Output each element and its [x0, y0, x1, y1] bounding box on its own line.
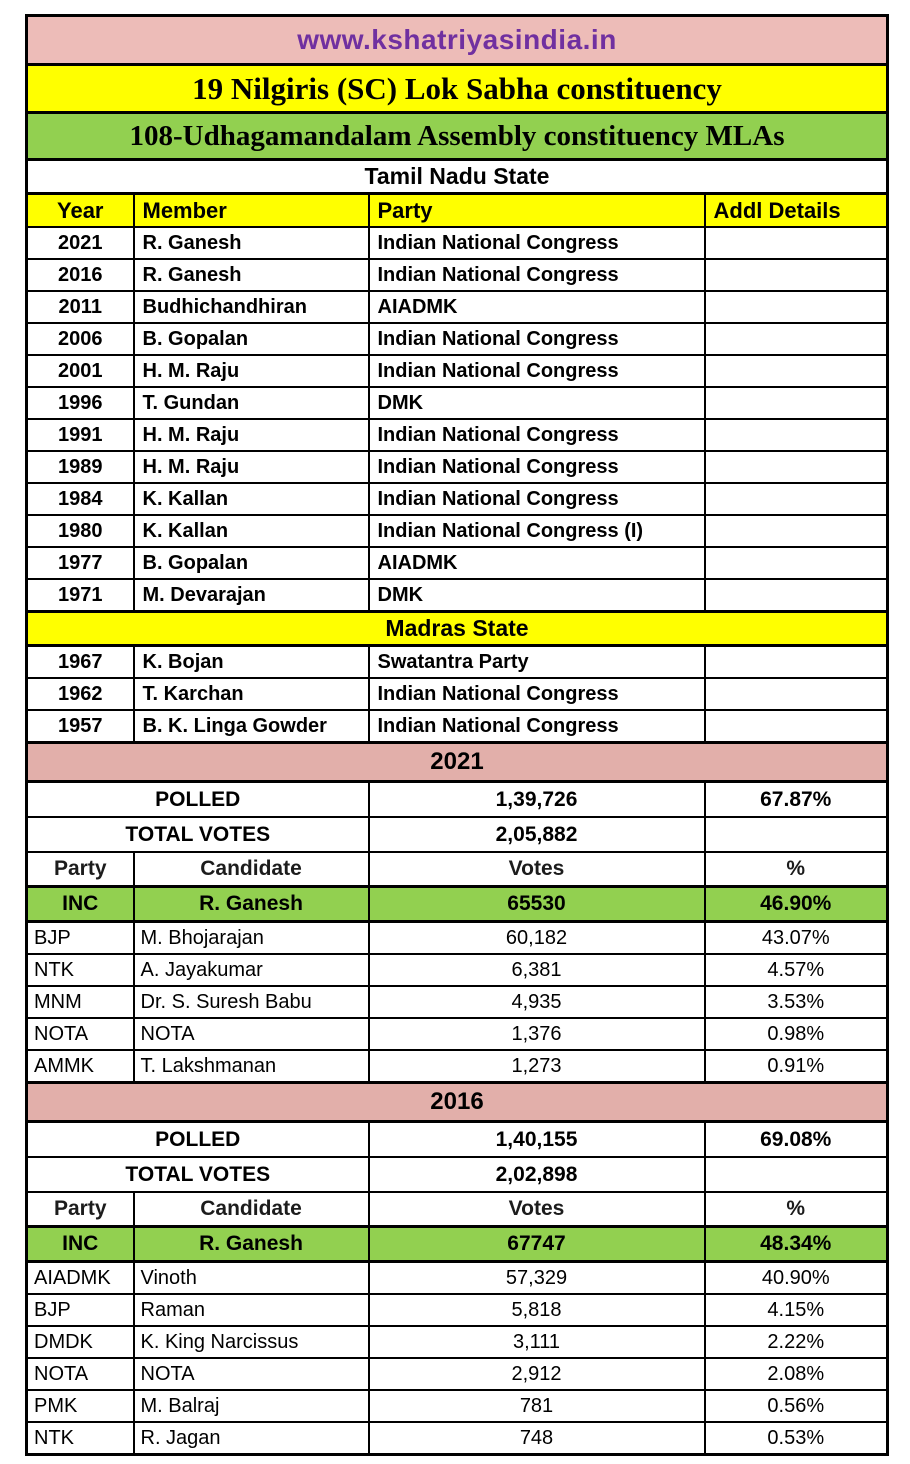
party-cell: AMMK — [27, 1050, 134, 1083]
party-cell: Indian National Congress — [369, 710, 705, 743]
addl-details-header: Addl Details — [705, 194, 888, 228]
votes-cell: 781 — [369, 1390, 705, 1422]
votes-cell: 2,912 — [369, 1358, 705, 1390]
candidate-header: Candidate — [134, 1192, 369, 1227]
candidate-header: Candidate — [134, 852, 369, 887]
party-cell: MNM — [27, 986, 134, 1018]
mla-row — [27, 259, 888, 291]
candidate-cell: NOTA — [134, 1358, 369, 1390]
winner-candidate-cell: R. Ganesh — [134, 1227, 369, 1262]
winner-pct-cell: 48.34% — [705, 1227, 888, 1262]
mla-row — [27, 646, 888, 679]
candidate-cell: R. Jagan — [134, 1422, 369, 1455]
party-cell: DMK — [369, 387, 705, 419]
votes-cell: 60,182 — [369, 922, 705, 955]
party-cell: Indian National Congress — [369, 451, 705, 483]
party-cell: BJP — [27, 922, 134, 955]
year-cell: 1989 — [27, 451, 134, 483]
result-row — [27, 1358, 888, 1390]
party-cell: DMDK — [27, 1326, 134, 1358]
polled-label-cell: POLLED — [27, 782, 369, 818]
member-cell: B. K. Linga Gowder — [134, 710, 369, 743]
pct-cell: 2.22% — [705, 1326, 888, 1358]
result-row — [27, 1050, 888, 1083]
party-cell: Indian National Congress — [369, 483, 705, 515]
pct-cell: 2.08% — [705, 1358, 888, 1390]
mla-row — [27, 355, 888, 387]
result-row — [27, 954, 888, 986]
party-cell: Indian National Congress — [369, 355, 705, 387]
year-cell: 1980 — [27, 515, 134, 547]
party-cell: NTK — [27, 1422, 134, 1455]
election-year-label: 2016 — [27, 1083, 888, 1122]
pct-header: % — [705, 1192, 888, 1227]
mla-table-header — [27, 194, 888, 228]
year-cell: 1984 — [27, 483, 134, 515]
member-cell: B. Gopalan — [134, 323, 369, 355]
party-cell: Indian National Congress — [369, 678, 705, 710]
mla-row — [27, 579, 888, 612]
winner-votes-cell: 65530 — [369, 887, 705, 922]
party-cell: NTK — [27, 954, 134, 986]
member-cell: B. Gopalan — [134, 547, 369, 579]
party-cell: AIADMK — [27, 1262, 134, 1295]
result-row — [27, 1018, 888, 1050]
addl-cell — [705, 547, 888, 579]
mla-row — [27, 515, 888, 547]
party-cell: Indian National Congress — [369, 227, 705, 259]
pct-cell: 43.07% — [705, 922, 888, 955]
polled-votes-cell: 1,39,726 — [369, 782, 705, 818]
addl-cell — [705, 579, 888, 612]
year-cell: 1962 — [27, 678, 134, 710]
year-cell: 2011 — [27, 291, 134, 323]
addl-cell — [705, 710, 888, 743]
votes-cell: 1,376 — [369, 1018, 705, 1050]
votes-cell: 1,273 — [369, 1050, 705, 1083]
year-cell: 1996 — [27, 387, 134, 419]
member-cell: H. M. Raju — [134, 419, 369, 451]
addl-cell — [705, 323, 888, 355]
mla-row — [27, 419, 888, 451]
total-votes-cell: 2,05,882 — [369, 817, 705, 852]
party-header: Party — [369, 194, 705, 228]
party-cell: BJP — [27, 1294, 134, 1326]
addl-cell — [705, 483, 888, 515]
votes-header: Votes — [369, 852, 705, 887]
results-header-2016 — [27, 1192, 888, 1227]
state-header-tamil-nadu — [27, 160, 888, 194]
year-cell: 2021 — [27, 227, 134, 259]
mla-row — [27, 291, 888, 323]
winner-votes-cell: 67747 — [369, 1227, 705, 1262]
votes-cell: 5,818 — [369, 1294, 705, 1326]
lok-sabha-title: 19 Nilgiris (SC) Lok Sabha constituency — [27, 65, 888, 113]
member-cell: K. Bojan — [134, 646, 369, 679]
total-votes-row — [27, 817, 888, 852]
votes-cell: 6,381 — [369, 954, 705, 986]
member-cell: T. Gundan — [134, 387, 369, 419]
member-header: Member — [134, 194, 369, 228]
member-cell: H. M. Raju — [134, 451, 369, 483]
addl-cell — [705, 227, 888, 259]
election-2016-header — [27, 1083, 888, 1122]
year-cell: 2016 — [27, 259, 134, 291]
addl-cell — [705, 355, 888, 387]
pct-cell: 0.53% — [705, 1422, 888, 1455]
mla-row — [27, 227, 888, 259]
party-header: Party — [27, 1192, 134, 1227]
candidate-cell: A. Jayakumar — [134, 954, 369, 986]
addl-cell — [705, 259, 888, 291]
candidate-cell: Raman — [134, 1294, 369, 1326]
party-cell: Swatantra Party — [369, 646, 705, 679]
mla-row — [27, 547, 888, 579]
party-cell: Indian National Congress — [369, 419, 705, 451]
total-pct-empty-cell — [705, 1157, 888, 1192]
pct-cell: 3.53% — [705, 986, 888, 1018]
addl-cell — [705, 678, 888, 710]
election-year-label: 2021 — [27, 743, 888, 782]
year-cell: 1967 — [27, 646, 134, 679]
candidate-cell: M. Balraj — [134, 1390, 369, 1422]
election-2021-header — [27, 743, 888, 782]
party-cell: Indian National Congress — [369, 259, 705, 291]
assembly-title: 108-Udhagamandalam Assembly constituency MLAs — [27, 113, 888, 160]
result-row — [27, 1294, 888, 1326]
winner-row-2016 — [27, 1227, 888, 1262]
winner-candidate-cell: R. Ganesh — [134, 887, 369, 922]
total-votes-label-cell: TOTAL VOTES — [27, 1157, 369, 1192]
site-banner-cell — [27, 16, 888, 65]
polled-row — [27, 1122, 888, 1158]
candidate-cell: M. Bhojarajan — [134, 922, 369, 955]
pct-header: % — [705, 852, 888, 887]
mla-row — [27, 451, 888, 483]
candidate-cell: Vinoth — [134, 1262, 369, 1295]
pct-cell: 4.57% — [705, 954, 888, 986]
pct-cell: 40.90% — [705, 1262, 888, 1295]
results-header-2021 — [27, 852, 888, 887]
member-cell: H. M. Raju — [134, 355, 369, 387]
total-votes-row — [27, 1157, 888, 1192]
mla-row — [27, 387, 888, 419]
member-cell: M. Devarajan — [134, 579, 369, 612]
total-pct-empty-cell — [705, 817, 888, 852]
candidate-cell: K. King Narcissus — [134, 1326, 369, 1358]
year-cell: 2001 — [27, 355, 134, 387]
party-cell: AIADMK — [369, 547, 705, 579]
addl-cell — [705, 515, 888, 547]
constituency-table — [25, 14, 889, 1456]
year-cell: 1977 — [27, 547, 134, 579]
mla-row — [27, 710, 888, 743]
candidate-cell: T. Lakshmanan — [134, 1050, 369, 1083]
pct-cell: 4.15% — [705, 1294, 888, 1326]
result-row — [27, 1262, 888, 1295]
party-header: Party — [27, 852, 134, 887]
winner-pct-cell: 46.90% — [705, 887, 888, 922]
member-cell: R. Ganesh — [134, 259, 369, 291]
polled-pct-cell: 69.08% — [705, 1122, 888, 1158]
winner-party-cell: INC — [27, 1227, 134, 1262]
votes-cell: 3,111 — [369, 1326, 705, 1358]
polled-votes-cell: 1,40,155 — [369, 1122, 705, 1158]
member-cell: K. Kallan — [134, 483, 369, 515]
member-cell: T. Karchan — [134, 678, 369, 710]
year-cell: 1957 — [27, 710, 134, 743]
lok-sabha-title-row — [27, 65, 888, 113]
mla-row — [27, 323, 888, 355]
party-cell: Indian National Congress — [369, 323, 705, 355]
polled-pct-cell: 67.87% — [705, 782, 888, 818]
addl-cell — [705, 387, 888, 419]
polled-row — [27, 782, 888, 818]
year-header: Year — [27, 194, 134, 228]
pct-cell: 0.98% — [705, 1018, 888, 1050]
candidate-cell: Dr. S. Suresh Babu — [134, 986, 369, 1018]
result-row — [27, 1326, 888, 1358]
total-votes-cell: 2,02,898 — [369, 1157, 705, 1192]
result-row — [27, 922, 888, 955]
member-cell: K. Kallan — [134, 515, 369, 547]
year-cell: 1971 — [27, 579, 134, 612]
mla-row — [27, 483, 888, 515]
party-cell: NOTA — [27, 1018, 134, 1050]
state-header-madras — [27, 612, 888, 646]
site-url-link[interactable]: www.kshatriyasindia.in — [297, 24, 617, 55]
polled-label-cell: POLLED — [27, 1122, 369, 1158]
result-row — [27, 1390, 888, 1422]
party-cell: DMK — [369, 579, 705, 612]
result-row — [27, 986, 888, 1018]
addl-cell — [705, 291, 888, 323]
party-cell: Indian National Congress (I) — [369, 515, 705, 547]
member-cell: R. Ganesh — [134, 227, 369, 259]
winner-party-cell: INC — [27, 887, 134, 922]
party-cell: PMK — [27, 1390, 134, 1422]
votes-cell: 748 — [369, 1422, 705, 1455]
year-cell: 2006 — [27, 323, 134, 355]
candidate-cell: NOTA — [134, 1018, 369, 1050]
addl-cell — [705, 646, 888, 679]
votes-header: Votes — [369, 1192, 705, 1227]
mla-row — [27, 678, 888, 710]
party-cell: AIADMK — [369, 291, 705, 323]
year-cell: 1991 — [27, 419, 134, 451]
assembly-title-row — [27, 113, 888, 160]
votes-cell: 4,935 — [369, 986, 705, 1018]
madras-label: Madras State — [27, 612, 888, 646]
winner-row-2021 — [27, 887, 888, 922]
member-cell: Budhichandhiran — [134, 291, 369, 323]
tamil-nadu-label: Tamil Nadu State — [27, 160, 888, 194]
addl-cell — [705, 451, 888, 483]
site-banner — [27, 16, 888, 65]
pct-cell: 0.56% — [705, 1390, 888, 1422]
votes-cell: 57,329 — [369, 1262, 705, 1295]
pct-cell: 0.91% — [705, 1050, 888, 1083]
total-votes-label-cell: TOTAL VOTES — [27, 817, 369, 852]
party-cell: NOTA — [27, 1358, 134, 1390]
result-row — [27, 1422, 888, 1455]
addl-cell — [705, 419, 888, 451]
